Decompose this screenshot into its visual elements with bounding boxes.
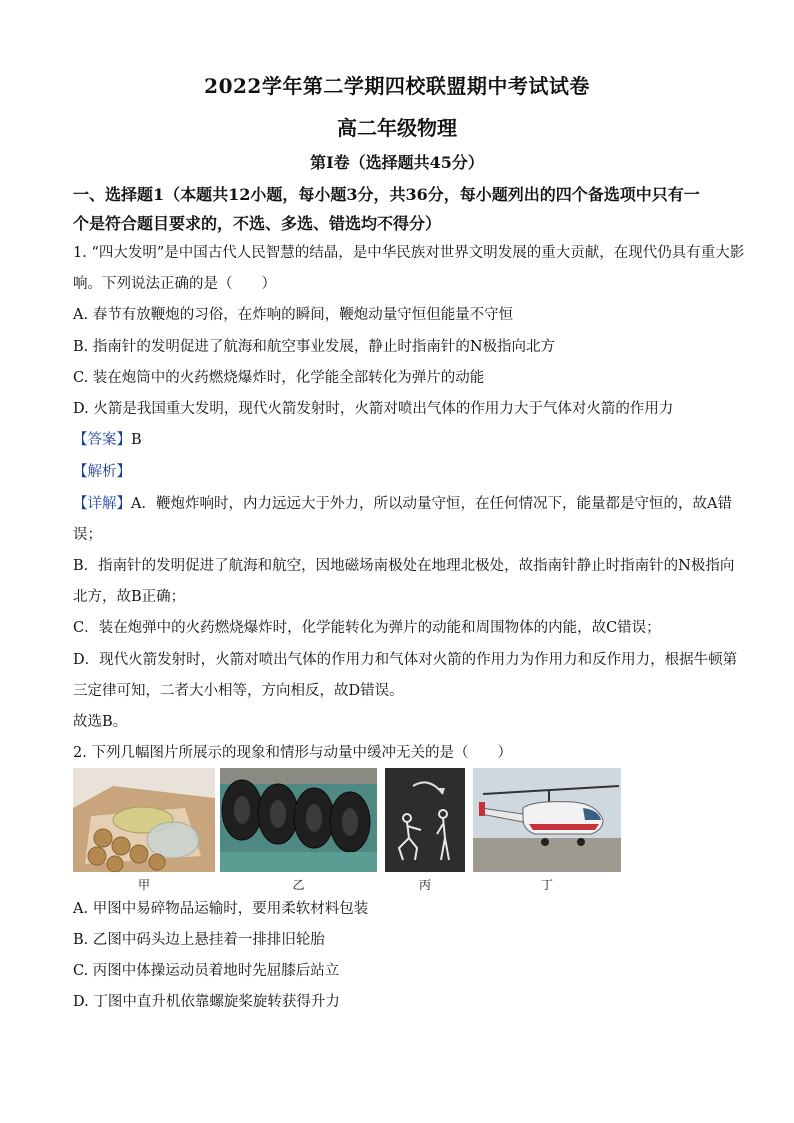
q1-detail-line7: 三定律可知，二者大小相等，方向相反，故D错误。 — [73, 683, 404, 699]
q1-detail-line5: C．装在炮弹中的火药燃烧爆炸时，化学能转化为弹片的动能和周围物体的内能，故C错误； — [73, 620, 661, 636]
exam-subtitle: 高二年级物理 — [337, 116, 457, 140]
answer-tag: 【答案】 — [73, 432, 131, 448]
volume-heading: 第I卷（选择题共45分） — [310, 153, 484, 172]
caption-bing: 丙 — [418, 878, 431, 892]
exam-title: 2022学年第二学期四校联盟期中考试试卷 — [204, 74, 590, 98]
q1-conclusion: 故选B。 — [73, 714, 128, 730]
q1-detail-line6: D．现代火箭发射时，火箭对喷出气体的作用力和气体对火箭的作用力为作用力和反作用力，根据牛顿第 — [73, 652, 738, 668]
section-heading-line2: 个是符合题目要求的，不选、多选、错选均不得分） — [73, 214, 442, 233]
answer-value: B — [131, 432, 142, 448]
detail-text-1: A．鞭炮炸响时，内力远远大于外力，所以动量守恒，在任何情况下，能量都是守恒的，故A错 — [131, 496, 732, 512]
q2-stem: 2. 下列几幅图片所展示的现象和情形与动量中缓冲无关的是（ ） — [73, 745, 512, 761]
q1-stem-line2: 响。下列说法正确的是（ ） — [73, 276, 276, 292]
section-heading — [73, 180, 723, 238]
q2-option-a: A. 甲图中易碎物品运输时，要用柔软材料包装 — [73, 901, 369, 917]
q1-stem-line1: 1. “四大发明”是中国古代人民智慧的结晶，是中华民族对世界文明发展的重大贡献，在现代仍具有重大影 — [73, 245, 745, 261]
q1-option-c: C. 装在炮筒中的火药燃烧爆炸时，化学能全部转化为弹片的动能 — [73, 370, 485, 386]
q1-detail-line1 — [73, 494, 732, 514]
q2-option-b: B. 乙图中码头边上悬挂着一排排旧轮胎 — [73, 932, 325, 948]
caption-ding: 丁 — [540, 878, 553, 892]
q1-detail-line4: 北方，故B正确； — [73, 589, 186, 605]
q1-option-a: A. 春节有放鞭炮的习俗，在炸响的瞬间，鞭炮动量守恒但能量不守恒 — [73, 307, 514, 323]
figure-bing-gymnast — [385, 768, 465, 872]
figure-ding-helicopter — [473, 768, 621, 872]
q1-analysis-tag — [73, 462, 723, 482]
q2-option-c: C. 丙图中体操运动员着地时先屈膝后站立 — [73, 963, 340, 979]
analysis-tag: 【解析】 — [73, 464, 131, 480]
q1-option-d: D. 火箭是我国重大发明，现代火箭发射时，火箭对喷出气体的作用力大于气体对火箭的作用力 — [73, 401, 674, 417]
caption-jia: 甲 — [137, 878, 150, 892]
caption-yi: 乙 — [292, 878, 305, 892]
section-heading-line1: 一、选择题1（本题共12小题，每小题3分，共36分，每小题列出的四个备选项中只有一 — [73, 185, 700, 204]
q2-figure-row — [73, 768, 633, 898]
q2-option-d: D. 丁图中直升机依靠螺旋桨旋转获得升力 — [73, 994, 340, 1010]
q1-detail-line2: 误； — [73, 527, 102, 543]
q1-answer — [73, 430, 723, 450]
figure-jia-packaging — [73, 768, 215, 872]
q1-option-b: B. 指南针的发明促进了航海和航空事业发展，静止时指南针的N极指向北方 — [73, 339, 556, 355]
detail-tag: 【详解】 — [73, 496, 131, 512]
figure-yi-tires — [220, 768, 377, 872]
q1-detail-line3: B．指南针的发明促进了航海和航空，因地磁场南极处在地理北极处，故指南针静止时指南针的N极指向 — [73, 558, 735, 574]
